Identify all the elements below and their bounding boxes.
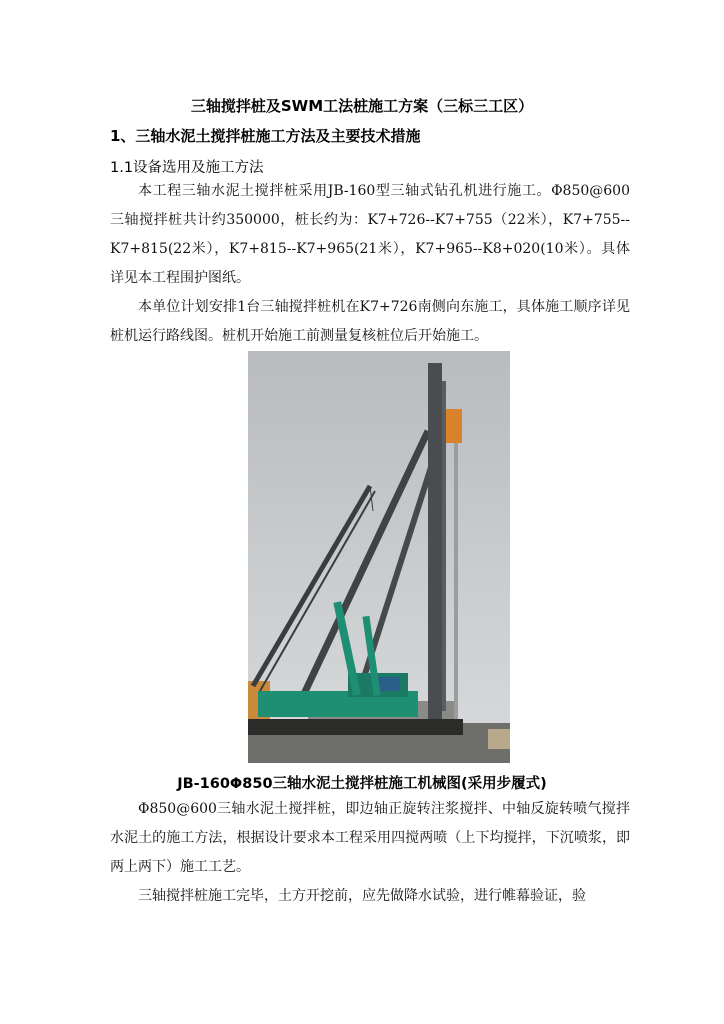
paragraph: 三轴搅拌桩施工完毕，土方开挖前，应先做降水试验，进行帷幕验证，验 — [138, 888, 586, 904]
material-pile — [488, 729, 510, 749]
paragraph: 本单位计划安排1台三轴搅拌桩机在K7+726南侧向东施工，具体施工顺序详见桩机运行路线图。桩机开始施工前测量复核桩位后开始施工。 — [110, 299, 630, 344]
figure-caption: JB-160Φ850三轴水泥土搅拌桩施工机械图(采用步履式) — [177, 776, 547, 792]
rig-mast — [428, 363, 442, 731]
pile-rig-photo — [248, 351, 510, 763]
paragraph: Φ850@600三轴水泥土搅拌桩，即边轴正旋转注浆搅拌、中轴反旋转喷气搅拌水泥土的施工方法，根据设计要求本工程采用四搅两喷（上下均搅拌，下沉喷浆，即两上两下）施工工艺。 — [110, 801, 630, 875]
drill-rod — [454, 441, 458, 726]
paragraph: 本工程三轴水泥土搅拌桩采用JB-160型三轴式钻孔机进行施工。Φ850@600 三轴搅拌桩共计约350000，桩长约为：K7+726--K7+755（22米），K7+755--K7+815(22米），K7+815--K7+965(21米），K7+965--K8+020(10米）。具体详见本工程围护图纸。 — [110, 183, 630, 286]
subsection-heading: 1.1设备选用及施工方法 — [110, 160, 264, 176]
power-head — [446, 409, 462, 443]
crawler-track — [248, 719, 463, 735]
document-title: 三轴搅拌桩及SWM工法桩施工方案（三标三工区） — [190, 97, 534, 115]
section-heading: 1、三轴水泥土搅拌桩施工方法及主要技术措施 — [110, 127, 421, 145]
rig-mast-rail — [442, 381, 446, 711]
